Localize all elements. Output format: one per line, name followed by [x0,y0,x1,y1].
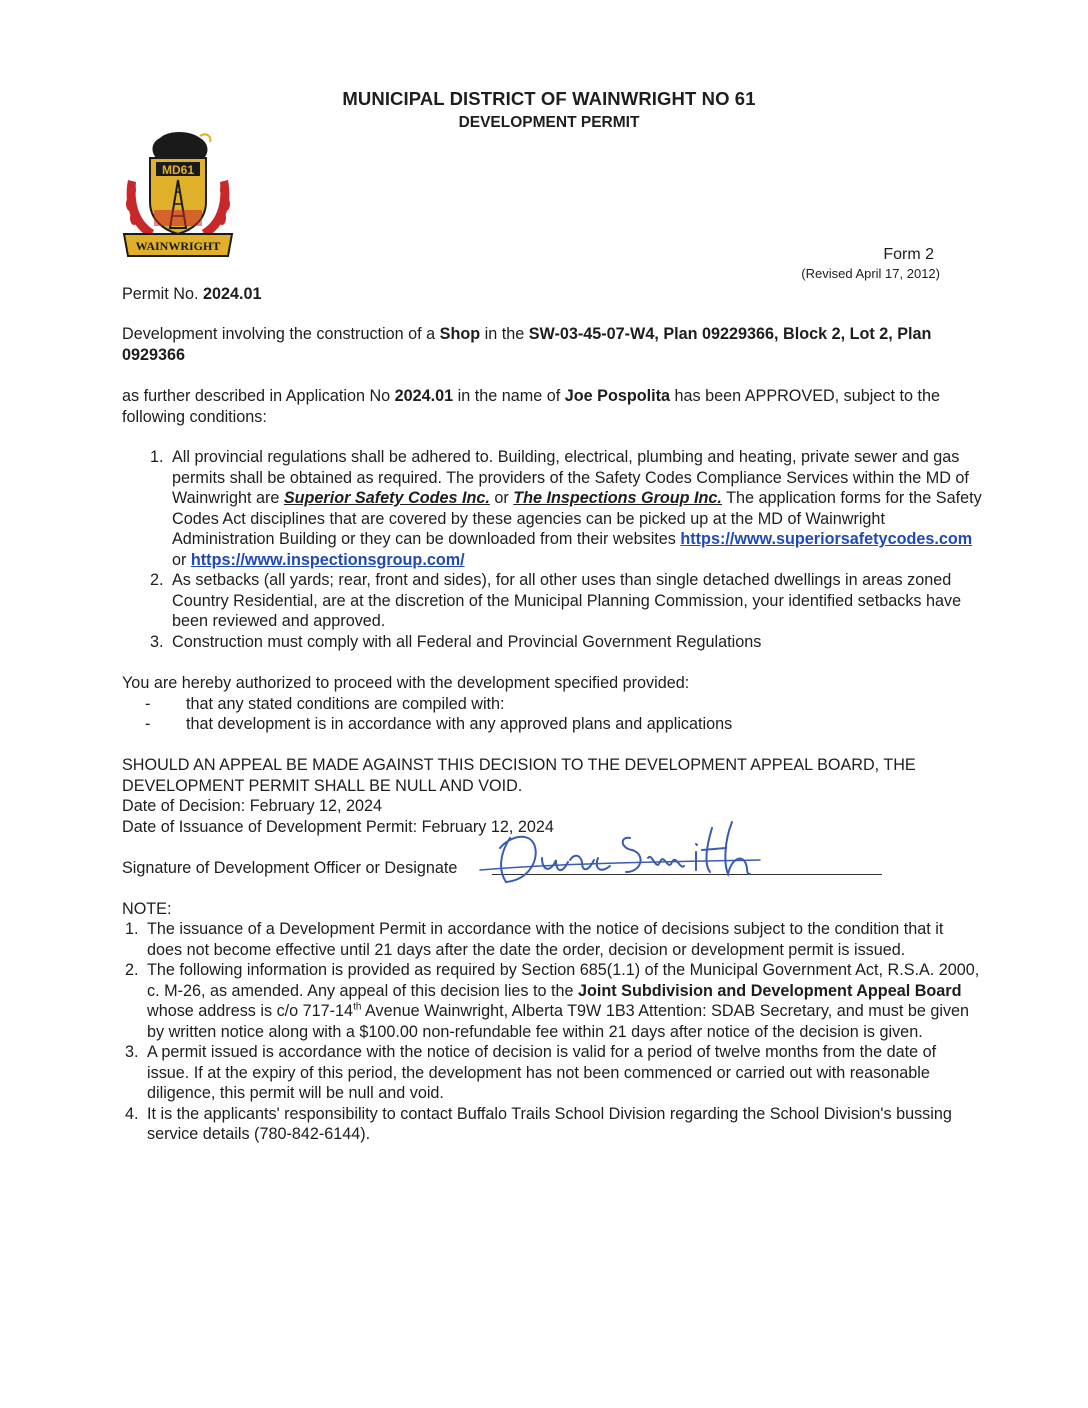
handwritten-signature [470,808,770,888]
condition-item [150,570,982,632]
condition-number: 2. [150,571,164,589]
issuance-date: February 12, 2024 [421,818,554,836]
appeal-warning: SHOULD AN APPEAL BE MADE AGAINST THIS DECISION TO THE DEVELOPMENT APPEAL BOARD, THE DEVELOPMENT PERMIT SHALL BE NULL AND VOID. [122,756,916,795]
note-text-rest: Avenue Wainwright, Alberta T9W 1B3 Attention: SDAB Secretary, and must be given by written notice along with a $100.00 non-refundable fee within 21 days after notice of the decision is given. [147,1002,970,1041]
condition-number: 1. [150,448,164,466]
logo-banner-text: WAINWRIGHT [135,239,221,253]
note-number: 2. [125,961,139,979]
condition-text: All provincial regulations shall be adhered to. Building, electrical, plumbing and heating, private sewer and gas permits shall be obtained as required. The providers of the Safety Codes Compliance Services within the MD of Wainwright are [172,448,969,507]
condition-text: As setbacks (all yards; rear, front and sides), for all other uses than single detached dwellings in areas zoned Country Residential, are at the discretion of the Municipal Planning Commission, your identified setbacks have been reviewed and approved. [172,571,962,630]
note-number: 4. [125,1104,139,1123]
development-text-mid: in the [480,325,529,343]
condition-text: Construction must comply with all Federal and Provincial Government Regulations [172,632,762,651]
permit-number: 2024.01 [202,285,262,303]
development-description [122,324,982,365]
approval-text-mid: in the name of [453,387,565,405]
approval-text-post: has been APPROVED, subject to the following conditions: [122,387,940,426]
document-type: DEVELOPMENT PERMIT [458,114,640,131]
note-number: 1. [125,920,139,938]
condition-text-b: The application forms for the Safety Codes Act disciplines that are covered by these agencies can be picked up at the MD of Wainwright Administration Building or they can be downloaded from their websites [172,489,982,548]
provider-inspections-link[interactable]: The Inspections Group Inc. [513,489,722,507]
condition-item [150,632,982,653]
signature-label: Signature of Development Officer or Designate [122,859,458,877]
condition-text-or: or [489,489,514,507]
authorization-item [122,714,982,735]
md-wainwright-crest-logo [120,130,236,260]
conditions-list [150,447,982,652]
note-text: The issuance of a Development Permit in accordance with the notice of decisions subject to the condition that it does not become effective until 21 days after the date the order, decision or development permit is issued. [147,920,944,959]
notes-list [125,919,982,1145]
note-number: 3. [125,1043,139,1061]
logo-top-text: MD61 [161,163,195,177]
note-text: It is the applicants' responsibility to contact Buffalo Trails School Division regarding the School Division's bussing service details (780-842-6144). [147,1104,952,1143]
note-item [125,1042,982,1104]
permit-number-line [122,284,261,305]
authorization-block [122,673,982,735]
authorization-item [122,694,982,715]
issuance-date-label: Date of Issuance of Development Permit: [122,818,418,836]
superior-website-link[interactable]: https://www.superiorsafetycodes.com [680,530,973,548]
form-number: Form 2 [883,246,934,263]
development-text: Development involving the construction of a [122,325,440,343]
application-number: 2024.01 [394,387,454,405]
form-revised-date: (Revised April 17, 2012) [801,266,940,281]
note-item [125,919,982,960]
note-text-address: whose address is c/o 717-14 [147,1002,354,1020]
condition-item [150,447,982,570]
condition-number: 3. [150,632,164,651]
district-title: MUNICIPAL DISTRICT OF WAINWRIGHT NO 61 [342,88,756,109]
approval-statement [122,386,982,427]
decision-date-label: Date of Decision: [122,797,246,815]
development-location: SW-03-45-07-W4, Plan 09229366, Block 2, Lot 2, Plan 0929366 [122,325,932,364]
dash-bullet: - [145,694,151,713]
authorization-item-text: that development is in accordance with any approved plans and applications [186,715,733,733]
permit-label: Permit No. [122,285,199,303]
note-item [125,1104,982,1145]
condition-text-or2: or [172,550,191,569]
development-type: Shop [439,325,481,343]
decision-date: February 12, 2024 [249,797,383,815]
notes-title: NOTE: [122,900,172,918]
dash-bullet: - [145,715,151,733]
provider-superior-link[interactable]: Superior Safety Codes Inc. [283,489,490,507]
authorization-intro: You are hereby authorized to proceed with the development specified provided: [122,674,690,692]
note-text: A permit issued is accordance with the notice of decision is valid for a period of twelve months from the date of issue. If at the expiry of this period, the development has not been commenced or carried out with reasonable diligence, this permit will be null and void. [147,1043,937,1102]
decision-date-line [122,796,382,817]
inspections-website-link[interactable]: https://www.inspectionsgroup.com/ [190,550,465,569]
applicant-name: Joe Pospolita [564,387,671,405]
appeal-board-name: Joint Subdivision and Development Appeal Board [578,981,962,1000]
authorization-item-text: that any stated conditions are compiled with: [186,694,505,713]
superscript-th: th [353,1001,362,1013]
approval-text: as further described in Application No [122,387,395,405]
note-text: The following information is provided as required by Section 685(1.1) of the Municipal Government Act, R.S.A. 2000, c. M-26, as amended. Any appeal of this decision lies to the [147,961,980,1000]
note-item [125,960,982,1042]
